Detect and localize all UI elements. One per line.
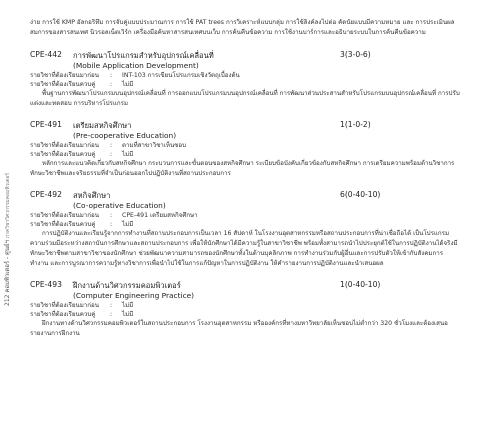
course-entry — [30, 120, 460, 179]
sidebar-page-number: 212 — [4, 294, 11, 306]
sidebar-subtitle: ภาควิชาวิศวกรรมคอมพิวเตอร์ — [5, 172, 11, 239]
prerequisite-label: รายวิชาที่ต้องเรียนมาก่อน — [30, 302, 99, 309]
prerequisite-label: รายวิชาที่ต้องเรียนมาก่อน — [30, 72, 99, 79]
course-credits: 6(0-40-10) — [340, 190, 381, 199]
prerequisite-line: รายวิชาที่ต้องเรียนมาก่อน : ตามที่สาขาวิชาเห็นชอบ — [30, 142, 187, 149]
corequisite-label: รายวิชาที่ต้องเรียนควบคู่ — [30, 221, 96, 228]
course-credits: 3(3-0-6) — [340, 50, 371, 59]
corequisite-line: รายวิชาที่ต้องเรียนควบคู่ : ไม่มี — [30, 221, 134, 228]
course-description: ฝึกงานทางด้านวิศวกรรมคอมพิวเตอร์ในสถานประกอบการ โรงงานอุตสาหกรรม หรือองค์กรที่ทางมหาวิทยาลัยเห็นชอบไม่ต่ำกว่า 320 ชั่วโมงและต้องเสนอรายงานการฝึกงาน — [30, 320, 448, 337]
corequisite-line: รายวิชาที่ต้องเรียนควบคู่ : ไม่มี — [30, 81, 134, 88]
course-description: หลักการและแนวคิดเกี่ยวกับสหกิจศึกษา กระบวนการและขั้นตอนของสหกิจศึกษา ระเบียบข้อบังคับเกี่ยวข้องกับสหกิจศึกษา การเตรียมความพร้อมด้านวิชาการ ทักษะวิชาชีพและจริยธรรมที่จำเป็นก่อนออกไปปฏิบัติงานที่สถานประกอบการ — [30, 160, 455, 177]
course-description: พื้นฐานการพัฒนาโปรแกรมบนอุปกรณ์เคลื่อนที่ การออกแบบโปรแกรมบนอุปกรณ์เคลื่อนที่ การพัฒนาส่วนประสานสำหรับโปรแกรมบนอุปกรณ์เคลื่อนที่ การปรับแต่งและทดสอบ การบริหารโปรแกรม — [30, 90, 460, 107]
course-english-title: (Pre-cooperative Education) — [73, 131, 177, 140]
course-title: สหกิจศึกษา — [73, 191, 111, 200]
main-content — [30, 18, 460, 350]
corequisite-line: รายวิชาที่ต้องเรียนควบคู่ : ไม่มี — [30, 311, 134, 318]
corequisite-label: รายวิชาที่ต้องเรียนควบคู่ — [30, 311, 96, 318]
course-english-title: (Computer Engineering Practice) — [73, 291, 195, 300]
sidebar-title: คอมพิวเตอร์ - ศูนย์ฯ — [4, 240, 11, 293]
corequisite-value: ไม่มี — [122, 81, 134, 88]
corequisite-label: รายวิชาที่ต้องเรียนควบคู่ — [30, 151, 96, 158]
course-title: เตรียมสหกิจศึกษา — [73, 121, 132, 130]
prerequisite-value: ไม่มี — [122, 302, 134, 309]
course-title: การพัฒนาโปรแกรมสำหรับอุปกรณ์เคลื่อนที่ — [73, 51, 214, 60]
course-english-title: (Mobile Application Development) — [73, 61, 199, 70]
prerequisite-label: รายวิชาที่ต้องเรียนมาก่อน — [30, 212, 99, 219]
course-entry — [30, 190, 460, 269]
corequisite-value: ไม่มี — [122, 221, 134, 228]
course-header — [30, 120, 460, 131]
course-code: CPE-492 — [30, 190, 62, 199]
corequisite-line: รายวิชาที่ต้องเรียนควบคู่ : ไม่มี — [30, 151, 134, 158]
course-header — [30, 190, 460, 201]
course-code: CPE-442 — [30, 50, 62, 59]
prerequisite-value: CPE-491 เตรียมสหกิจศึกษา — [122, 212, 198, 219]
corequisite-value: ไม่มี — [122, 151, 134, 158]
course-entry — [30, 50, 460, 109]
course-description: การปฏิบัติงานและเรียนรู้จากการทำงานที่สถานประกอบการเป็นเวลา 16 สัปดาห์ ในโรงงานอุตสาหกรรมหรือสถานประกอบการที่น่าเชื่อถือได้ เป็นโปรแกรมความร่วมมือระหว่างสถาบันการศึกษาและสถานประกอบการ เพื่อให้นักศึกษาได้มีความรู้ในสาขาวิชาชีพ พร้อมทั้งสามารถนำไปประยุกต์ใช้ในการปฏิบัติงานได้จริงมีทักษะวิชาชีพตามสาขาวิชาของนักศึกษา ช่วยพัฒนาความสามารถของนักศึกษาทั้งในด้านบุคลิกภาพ การทำงานร่วมกับผู้อื่นและการปรับตัวให้เข้ากับสังคมการทำงาน และการบูรณาการความรู้ทางวิชาการเพื่อนำไปใช้ในการแก้ปัญหาในการปฏิบัติงาน ให้คำรายงานการปฏิบัติงานและนำเสนอผล — [30, 230, 458, 267]
course-credits: 1(1-0-2) — [340, 120, 371, 129]
prerequisite-line: รายวิชาที่ต้องเรียนมาก่อน : INT-103 การเขียนโปรแกรมเชิงวัตถุเบื้องต้น — [30, 72, 240, 79]
course-code: CPE-493 — [30, 280, 62, 289]
course-code: CPE-491 — [30, 120, 62, 129]
prerequisite-value: ตามที่สาขาวิชาเห็นชอบ — [122, 142, 187, 149]
corequisite-value: ไม่มี — [122, 311, 134, 318]
course-credits: 1(0-40-10) — [340, 280, 381, 289]
course-header — [30, 50, 460, 61]
sidebar-label — [4, 172, 18, 306]
intro-paragraph: ง่าย การใช้ KMP อัลกอริทึม การจับคู่แบบประมาณการ การใช้ PAT trees การวิเคราะห์แบบกลุ่ม การใช้ลิงค์ลงไปต่อ คัดนัยแบบมีความหมาย และ การประเมินผลสมการของสารสนเทศ นิวรอลเน็ตเวิร์ก เครื่องมือค้นหาสารสนเทศบนเว็บ การค้นคืนข้อความ การใช้งานบาร์การและอธิบายระบบในการค้นคืนข้อความ — [30, 19, 455, 36]
prerequisite-label: รายวิชาที่ต้องเรียนมาก่อน — [30, 142, 99, 149]
prerequisite-line: รายวิชาที่ต้องเรียนมาก่อน : CPE-491 เตรียมสหกิจศึกษา — [30, 212, 198, 219]
course-title: ฝึกงานด้านวิศวกรรมคอมพิวเตอร์ — [73, 281, 181, 290]
course-entry — [30, 280, 460, 339]
prerequisite-value: INT-103 การเขียนโปรแกรมเชิงวัตถุเบื้องต้น — [122, 72, 240, 79]
course-header — [30, 280, 460, 291]
course-english-title: (Co-operative Education) — [73, 201, 166, 210]
corequisite-label: รายวิชาที่ต้องเรียนควบคู่ — [30, 81, 96, 88]
prerequisite-line: รายวิชาที่ต้องเรียนมาก่อน : ไม่มี — [30, 302, 134, 309]
